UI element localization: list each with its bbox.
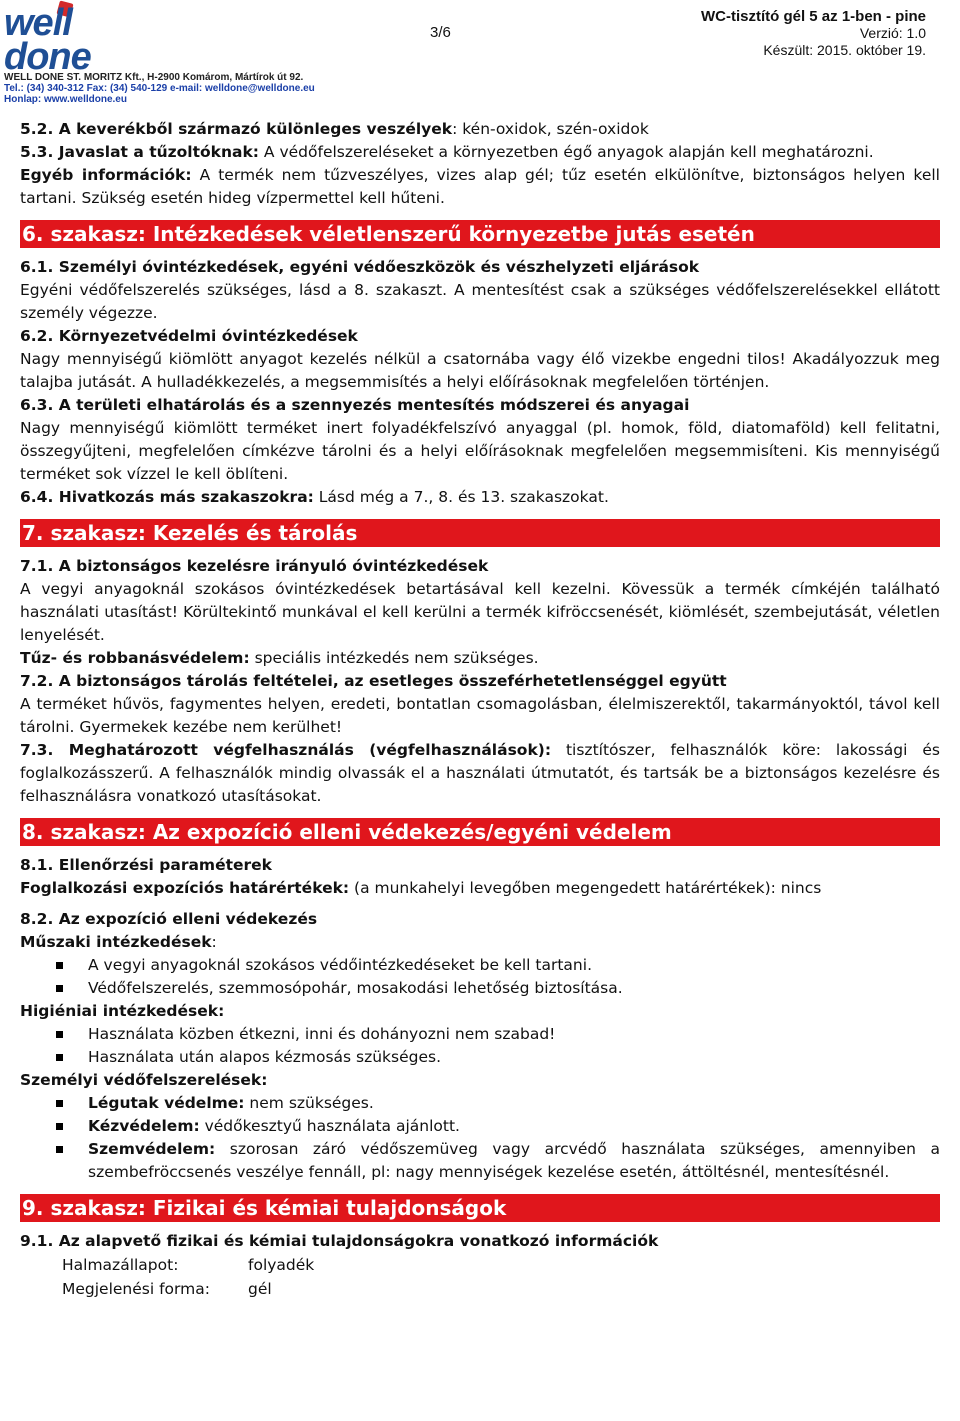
- para-other-info: Egyéb információk: A termék nem tűzveszélyes, vizes alap gél; tűz esetén elkülönítve, biztonságos helyen kell tartani. Szükség esetén hideg vízpermettel kell hűteni.: [20, 166, 940, 207]
- para-5-3: 5.3. Javaslat a tűzoltóknak: A védőfelszereléseket a környezetben égő anyagok alapján kell meghatározni.: [20, 143, 874, 161]
- technical-measures-list: [20, 954, 940, 1000]
- label-technical-measures: Műszaki intézkedések:: [20, 933, 217, 951]
- section-7-heading: 7. szakasz: Kezelés és tárolás: [20, 519, 940, 547]
- list-item: Szemvédelem: szorosan záró védőszemüveg vagy arcvédő használata szükséges, amennyiben a szembefröccsenés veszélye fennáll, pl: nagy mennyiségek kezelése esetén, áttöltésnél, mentesítésnél.: [20, 1138, 940, 1184]
- section-9-heading: 9. szakasz: Fizikai és kémiai tulajdonságok: [20, 1194, 940, 1222]
- square-bullet-icon: [56, 1054, 63, 1061]
- para-exposure-limits: Foglalkozási expozíciós határértékek: (a munkahelyi levegőben megengedett határértékek): nincs: [20, 879, 822, 897]
- logo-text-done: done: [4, 36, 91, 78]
- square-bullet-icon: [56, 1031, 63, 1038]
- para-6-3: Nagy mennyiségű kiömlött terméket inert folyadékfelszívó anyaggal (pl. homok, föld, diatomaföld) kell felitatni, összegyűjteni, megfelelően címkézve tárolni és a helyi előírásoknak megfelelően megsemmisíteni. Kis mennyiségű terméket sok vízzel le kell öblíteni.: [20, 419, 940, 483]
- document-info: [701, 8, 926, 59]
- logo-text-well: well: [4, 2, 72, 44]
- label-personal-protection: Személyi védőfelszerelések:: [20, 1071, 268, 1089]
- heading-6-1: 6.1. Személyi óvintézkedések, egyéni védőeszközök és vészhelyzeti eljárások: [20, 258, 700, 276]
- para-fire-protection: Tűz- és robbanásvédelem: speciális intézkedés nem szükséges.: [20, 649, 539, 667]
- square-bullet-icon: [56, 985, 63, 992]
- section-8-heading: 8. szakasz: Az expozíció elleni védekezés/egyéni védelem: [20, 818, 940, 846]
- para-7-3: 7.3. Meghatározott végfelhasználás (végfelhasználások): tisztítószer, felhasználók köre: lakossági és foglalkozásszerű. A felhasználók mindig olvassák el a használati útmutatót, és tartsák be a biztonságos kezelésre és felhasználásra vonatkozó utasításokat.: [20, 741, 940, 805]
- heading-6-3: 6.3. A területi elhatárolás és a szennyezés mentesítés módszerei és anyagai: [20, 396, 690, 414]
- label-hygiene-measures: Higiéniai intézkedések:: [20, 1002, 225, 1020]
- square-bullet-icon: [56, 1123, 63, 1130]
- list-item: Kézvédelem: védőkesztyű használata ajánlott.: [20, 1115, 940, 1138]
- version: Verzió: 1.0: [859, 25, 926, 41]
- property-row: Megjelenési forma: gél: [62, 1280, 272, 1298]
- square-bullet-icon: [56, 1100, 63, 1107]
- para-6-1: Egyéni védőfelszerelés szükséges, lásd a 8. szakaszt. A mentesítést csak a szükséges védőfelszerelésekkel ellátott személy végezze.: [20, 281, 940, 322]
- website-line: Honlap: www.welldone.eu: [4, 94, 127, 105]
- product-title: WC-tisztító gél 5 az 1-ben - pine: [700, 8, 926, 25]
- created-date: Készült: 2015. október 19.: [763, 42, 926, 58]
- square-bullet-icon: [56, 1146, 63, 1153]
- heading-8-1: 8.1. Ellenőrzési paraméterek: [20, 856, 272, 874]
- heading-7-1: 7.1. A biztonságos kezelésre irányuló óvintézkedések: [20, 557, 489, 575]
- para-6-2: Nagy mennyiségű kiömlött anyagot kezelés nélkül a csatornába vagy élő vizekbe engedni tilos! Akadályozzuk meg talajba jutását. A hulladékkezelés, a megsemmisítés a helyi előírásoknak megfelelően történjen.: [20, 350, 940, 391]
- company-line: WELL DONE ST. MORITZ Kft., H-2900 Komárom, Mártírok út 92.: [4, 72, 304, 83]
- heading-7-2: 7.2. A biztonságos tárolás feltételei, az esetleges összeférhetetlenséggel együtt: [20, 672, 727, 690]
- list-item: Légutak védelme: nem szükséges.: [20, 1092, 940, 1115]
- list-item: Használata után alapos kézmosás szükséges.: [20, 1046, 940, 1069]
- contact-line: Tel.: (34) 340-312 Fax: (34) 540-129 e-mail: welldone@welldone.eu: [4, 83, 315, 94]
- list-item: Védőfelszerelés, szemmosópohár, mosakodási lehetőség biztosítása.: [20, 977, 940, 1000]
- heading-9-1: 9.1. Az alapvető fizikai és kémiai tulajdonságokra vonatkozó információk: [20, 1232, 659, 1250]
- hygiene-measures-list: [20, 1023, 940, 1069]
- company-logo: [4, 2, 91, 78]
- para-7-1: A vegyi anyagoknál szokásos óvintézkedések betartásával kell kezelni. Kövessük a termék címkéjén található használati utasítást! Körültekintő munkával el kell kerülni a termék kifröccsenését, kiömlését, szembejutását, véletlen lenyelését.: [20, 580, 940, 644]
- para-5-2: 5.2. A keverékből származó különleges veszélyek: kén-oxidok, szén-oxidok: [20, 120, 649, 138]
- list-item: A vegyi anyagoknál szokásos védőintézkedéseket be kell tartani.: [20, 954, 940, 977]
- section-6-heading: 6. szakasz: Intézkedések véletlenszerű környezetbe jutás esetén: [20, 220, 940, 248]
- company-address: [4, 72, 315, 105]
- heading-8-2: 8.2. Az expozíció elleni védekezés: [20, 910, 318, 928]
- heading-6-2: 6.2. Környezetvédelmi óvintézkedések: [20, 327, 358, 345]
- list-item: Használata közben étkezni, inni és dohányozni nem szabad!: [20, 1023, 940, 1046]
- para-7-2: A terméket hűvös, fagymentes helyen, eredeti, bontatlan csomagolásban, élelmiszerektől, takarmányoktól, távol kell tárolni. Gyermekek kezébe nem kerülhet!: [20, 695, 940, 736]
- document-body: [20, 118, 940, 1301]
- page-header: [0, 0, 960, 110]
- square-bullet-icon: [56, 962, 63, 969]
- property-row: Halmazállapot: folyadék: [62, 1256, 315, 1274]
- para-6-4: 6.4. Hivatkozás más szakaszokra: Lásd még a 7., 8. és 13. szakaszokat.: [20, 488, 609, 506]
- personal-protection-list: [20, 1092, 940, 1184]
- page-number: 3/6: [430, 24, 451, 41]
